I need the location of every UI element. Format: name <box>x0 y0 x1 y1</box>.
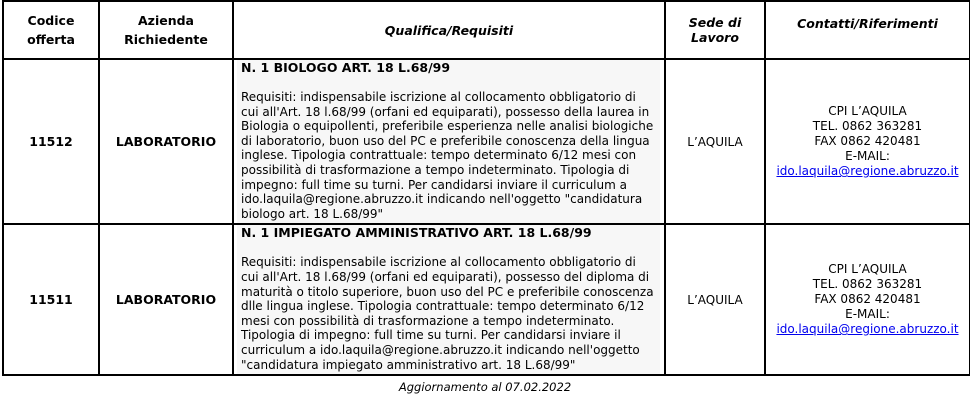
job-offers-table <box>2 0 970 376</box>
header-sede-line1: Sede di <box>688 15 742 30</box>
qualifica-content <box>237 225 660 374</box>
header-codice-line1: Codice <box>27 13 75 28</box>
job-title: N. 1 BIOLOGO ART. 18 L.68/99 <box>241 60 451 75</box>
work-location: L’AQUILA <box>665 224 765 375</box>
header-sede-lavoro <box>665 1 765 59</box>
header-contatti-label: Contatti/Riferimenti <box>797 16 938 31</box>
qualifica-cell <box>233 59 665 224</box>
header-sede-line2: Lavoro <box>691 30 739 45</box>
offer-code: 11512 <box>3 59 99 224</box>
contact-email-link[interactable]: ido.laquila@regione.abruzzo.it <box>776 322 959 337</box>
qualifica-content <box>237 60 660 223</box>
contact-fax: FAX 0862 420481 <box>814 134 921 149</box>
contact-phone: TEL. 0862 363281 <box>812 277 923 292</box>
job-requirements: Requisiti: indispensabile iscrizione al collocamento obbligatorio di cui all'Art. 18 l.68/99 (orfani ed equiparati), possesso del diploma di maturità o titolo superiore, buon uso del PC e preferibile conoscenza dlle lingua inglese. Tipologia contrattuale: tempo determinato 6/12 mesi con possibilità di trasformazione a tempo indeterminato. Tipologia di impegno: full time su turni. Per candidarsi inviare il curriculum a ido.laquila@regione.abruzzo.it indicando nell'oggetto "candidatura impiegato amministrativo art. 18 L.68/99" <box>241 255 654 372</box>
job-requirements: Requisiti: indispensabile iscrizione al collocamento obbligatorio di cui all'Art. 18 l.68/99 (orfani ed equiparati), possesso della laurea in Biologia o equipollenti, preferibile esperienza nelle analisi biologiche di laboratorio, buon uso del PC e preferibile conoscenza della lingua inglese. Tipologia contrattuale: tempo determinato 6/12 mesi con possibilità di trasformazione a tempo indeterminato. Tipologia di impegno: full time su turni. Per candidarsi inviare il curriculum a ido.laquila@regione.abruzzo.it indicando nell'oggetto "candidatura biologo art. 18 L.68/99" <box>241 90 654 221</box>
header-azienda-line1: Azienda <box>138 13 194 28</box>
contact-email-label: E-MAIL: <box>845 149 890 164</box>
header-contatti-riferimenti <box>765 1 970 59</box>
update-date-note: Aggiornamento al 07.02.2022 <box>398 380 572 394</box>
header-codice-offerta <box>3 1 99 59</box>
table-row <box>3 59 970 224</box>
company-name: LABORATORIO <box>99 59 233 224</box>
contacts-cell <box>765 224 970 375</box>
table-header-row <box>3 1 970 59</box>
contact-fax: FAX 0862 420481 <box>814 292 921 307</box>
contact-email-label: E-MAIL: <box>845 307 890 322</box>
header-azienda-richiedente <box>99 1 233 59</box>
contact-email-link[interactable]: ido.laquila@regione.abruzzo.it <box>776 164 959 179</box>
contacts-cell <box>765 59 970 224</box>
table-row <box>3 224 970 375</box>
qualifica-cell <box>233 224 665 375</box>
contact-office: CPI L’AQUILA <box>828 262 907 277</box>
offer-code: 11511 <box>3 224 99 375</box>
header-azienda-line2: Richiedente <box>124 32 208 47</box>
header-codice-line2: offerta <box>27 32 75 47</box>
job-title: N. 1 IMPIEGATO AMMINISTRATIVO ART. 18 L.68/99 <box>241 225 592 241</box>
contact-office: CPI L’AQUILA <box>828 104 907 119</box>
work-location: L’AQUILA <box>665 59 765 224</box>
header-qualifica-label: Qualifica/Requisiti <box>384 22 514 38</box>
contact-phone: TEL. 0862 363281 <box>812 119 923 134</box>
header-qualifica-requisiti <box>233 1 665 59</box>
company-name: LABORATORIO <box>99 224 233 375</box>
